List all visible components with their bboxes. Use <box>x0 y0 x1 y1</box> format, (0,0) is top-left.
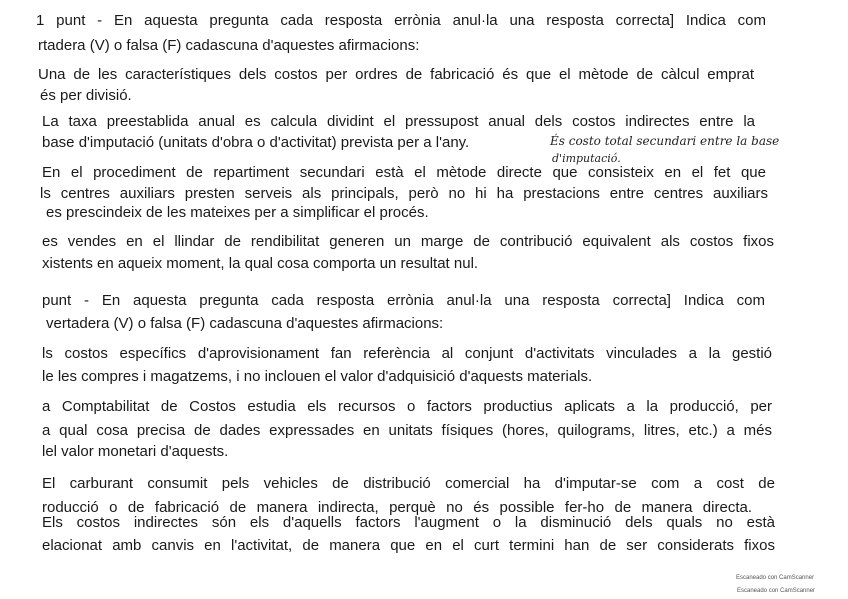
handwritten-note-line2: d'imputació. <box>552 152 621 165</box>
section1-header-line2: rtadera (V) o falsa (F) cadascuna d'aquestes afirmacions: <box>38 37 420 54</box>
statement-3-line3: es prescindeix de les mateixes per a simplificar el procés. <box>46 204 429 221</box>
camscanner-watermark: Escaneado con CamScanner <box>737 588 816 594</box>
statement-4-line2: xistents en aqueix moment, la qual cosa comporta un resultat nul. <box>42 255 479 272</box>
statement-7-line2: roducció o de fabricació de manera indirecta, perquè no és possible fer-ho de manera directa. <box>42 499 752 516</box>
statement-4-line1: es vendes en el llindar de rendibilitat generen un marge de contribució equivalent als costos fixos <box>42 233 774 250</box>
statement-3-line1: En el procediment de repartiment secundari està el mètode directe que consisteix en el fet que <box>42 164 766 181</box>
statement-2-line2: base d'imputació (unitats d'obra o d'activitat) prevista per a l'any. <box>42 134 470 151</box>
statement-6-line1: a Comptabilitat de Costos estudia els recursos o factors productius aplicats a la producció, per <box>42 398 772 415</box>
statement-8-line1: Els costos indirectes són els d'aquells factors l'augment o la disminució dels quals no està <box>42 514 775 531</box>
statement-1-line1: Una de les característiques dels costos per ordres de fabricació és que el mètode de càlcul emprat <box>38 66 754 83</box>
handwritten-note-line1: És costo total secundari entre la base <box>550 134 780 148</box>
statement-7-line1: El carburant consumit pels vehicles de distribució comercial ha d'imputar-se com a cost de <box>42 475 775 492</box>
statement-5-line1: ls costos específics d'aprovisionament fan referència al conjunt d'activitats vinculades a la gestió <box>42 345 772 362</box>
statement-1-line2: és per divisió. <box>40 87 132 104</box>
camscanner-watermark: Escaneado con CamScanner <box>736 575 815 581</box>
section2-header-line1: punt - En aquesta pregunta cada resposta errònia anul·la una resposta correcta] Indica com <box>42 292 765 309</box>
statement-2-line1: La taxa preestablida anual es calcula dividint el pressupost anual dels costos indirectes entre la <box>42 113 755 130</box>
section2-header-line2: vertadera (V) o falsa (F) cadascuna d'aquestes afirmacions: <box>46 315 444 332</box>
statement-3-line2: ls centres auxiliars presten serveis als principals, però no hi ha prestacions entre centres auxiliars <box>40 185 768 202</box>
statement-8-line2: elacionat amb canvis en l'activitat, de manera que en el curt termini han de ser considerats fixos <box>42 537 775 554</box>
statement-5-line2: le les compres i magatzems, i no inclouen el valor d'adquisició d'aquests materials. <box>42 368 593 385</box>
statement-6-line3: lel valor monetari d'aquests. <box>42 443 229 460</box>
statement-6-line2: a qual cosa precisa de dades expressades en unitats físiques (hores, quilograms, litres, etc.) a més <box>42 422 772 439</box>
section1-header-line1: 1 punt - En aquesta pregunta cada resposta errònia anul·la una resposta correcta] Indica com <box>36 12 766 29</box>
